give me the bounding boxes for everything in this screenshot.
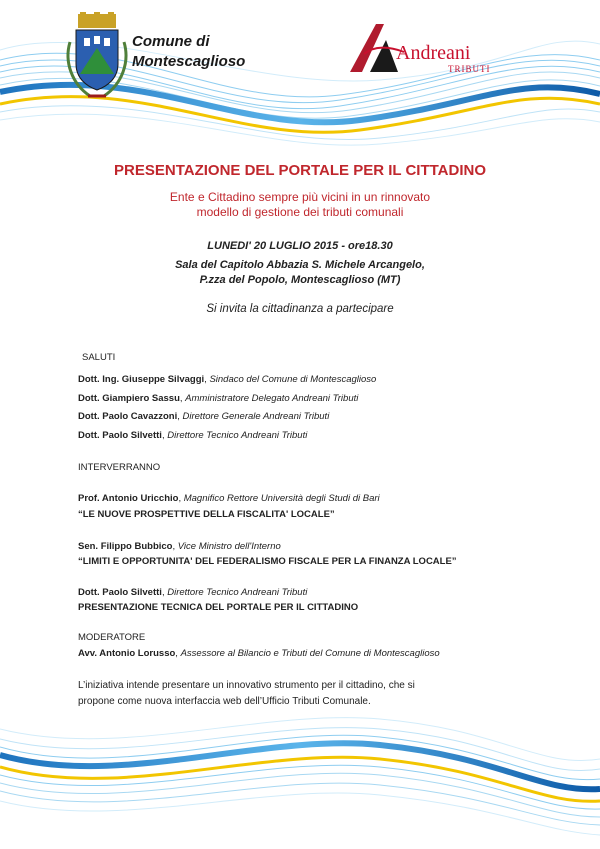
- person-role: Direttore Generale Andreani Tributi: [182, 411, 330, 422]
- subtitle-line1: Ente e Cittadino sempre più vicini in un rinnovato: [169, 190, 431, 204]
- person-name: Avv. Antonio Lorusso: [78, 648, 176, 659]
- venue-line1: Sala del Capitolo Abbazia S. Michele Arcangelo,: [175, 259, 425, 271]
- person-role: Sindaco del Comune di Montescaglioso: [209, 374, 377, 385]
- comune-line2: Montescaglioso: [132, 53, 246, 70]
- interventi-heading: INTERVERRANNO: [78, 462, 161, 473]
- event-date: LUNEDI' 20 LUGLIO 2015 - ore18.30: [207, 240, 393, 252]
- comune-name: [132, 32, 245, 72]
- saluti-heading: SALUTI: [82, 352, 116, 363]
- person-role: Direttore Tecnico Andreani Tributi: [167, 587, 308, 598]
- moderatore-heading: MODERATORE: [78, 632, 146, 643]
- person-role: Amministratore Delegato Andreani Tributi: [185, 393, 359, 404]
- person-role: Direttore Tecnico Andreani Tributi: [167, 430, 308, 441]
- comune-line1: Comune di: [132, 33, 210, 50]
- intervento-talk: “LE NUOVE PROSPETTIVE DELLA FISCALITA' LOCALE”: [78, 509, 335, 520]
- person-name: Dott. Ing. Giuseppe Silvaggi: [78, 374, 205, 385]
- person-name: Dott. Giampiero Sassu: [78, 393, 180, 404]
- saluti-item: Dott. Giampiero Sassu, Amministratore Delegato Andreani Tributi: [78, 393, 359, 404]
- subtitle-line2: modello di gestione dei tributi comunali: [196, 205, 404, 219]
- person-role: Magnifico Rettore Università degli Studi di Bari: [183, 493, 380, 504]
- bottom-wave-decoration: [0, 689, 600, 849]
- event-title: PRESENTAZIONE DEL PORTALE PER IL CITTADINO: [114, 162, 486, 179]
- event-subtitle: [0, 190, 600, 220]
- person-name: Dott. Paolo Cavazzoni: [78, 411, 178, 422]
- intervento-item: Prof. Antonio Uricchio, Magnifico Rettore Università degli Studi di Bari: [78, 493, 380, 504]
- venue-line2: P.zza del Popolo, Montescaglioso (MT): [199, 274, 401, 286]
- person-name: Sen. Filippo Bubbico: [78, 541, 173, 552]
- closing-line1: L’iniziativa intende presentare un innovativo strumento per il cittadino, che si: [78, 680, 415, 691]
- event-venue: [0, 258, 600, 288]
- saluti-item: Dott. Ing. Giuseppe Silvaggi, Sindaco del Comune di Montescaglioso: [78, 374, 377, 385]
- intervento-item: Sen. Filippo Bubbico, Vice Ministro dell'Interno: [78, 541, 281, 552]
- saluti-item: Dott. Paolo Cavazzoni, Direttore Generale Andreani Tributi: [78, 411, 330, 422]
- comune-coat-of-arms-icon: [62, 12, 132, 102]
- saluti-item: Dott. Paolo Silvetti, Direttore Tecnico Andreani Tributi: [78, 430, 308, 441]
- moderatore-item: Avv. Antonio Lorusso, Assessore al Bilancio e Tributi del Comune di Montescaglioso: [78, 648, 440, 659]
- closing-line2: propone come nuova interfaccia web dell’Ufficio Tributi Comunale.: [78, 696, 371, 707]
- intervento-item: Dott. Paolo Silvetti, Direttore Tecnico Andreani Tributi: [78, 587, 308, 598]
- brand-name: Andreani: [396, 42, 471, 64]
- person-name: Prof. Antonio Uricchio: [78, 493, 179, 504]
- intervento-talk: PRESENTAZIONE TECNICA DEL PORTALE PER IL CITTADINO: [78, 602, 359, 613]
- event-invite: Si invita la cittadinanza a partecipare: [206, 303, 394, 315]
- person-role: Vice Ministro dell'Interno: [177, 541, 281, 552]
- person-name: Dott. Paolo Silvetti: [78, 587, 162, 598]
- person-role: Assessore al Bilancio e Tributi del Comune di Montescaglioso: [180, 648, 440, 659]
- brand-subtitle: TRIBUTI: [448, 64, 491, 74]
- intervento-talk: “LIMITI E OPPORTUNITA' DEL FEDERALISMO FISCALE PER LA FINANZA LOCALE”: [78, 556, 457, 567]
- person-name: Dott. Paolo Silvetti: [78, 430, 162, 441]
